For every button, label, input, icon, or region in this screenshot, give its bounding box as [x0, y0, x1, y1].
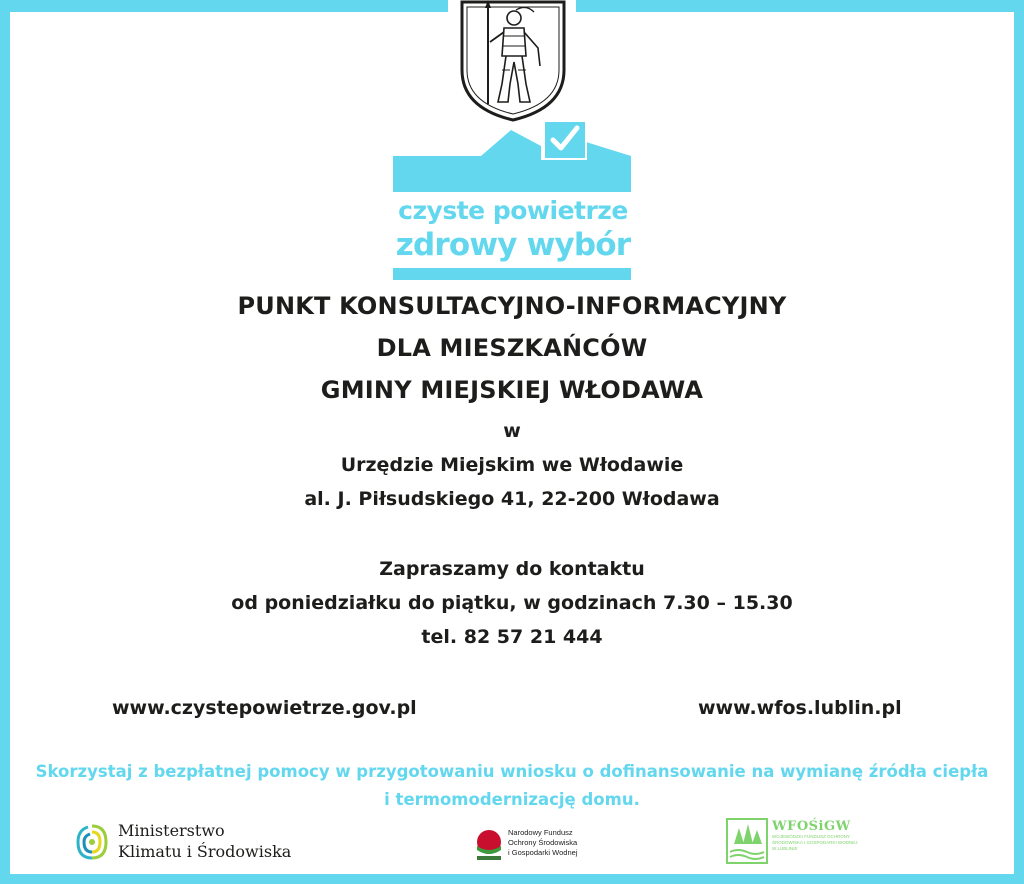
- wfosigw-line1: WOJEWÓDZKI FUNDUSZ OCHRONY: [772, 834, 850, 839]
- heading-line1: PUNKT KONSULTACYJNO-INFORMACYJNY: [237, 292, 787, 320]
- wfosigw-logo: [726, 818, 896, 866]
- program-logo-line1: czyste powietrze: [398, 196, 628, 225]
- nfosigw-line2: Ochrony Środowiska: [508, 838, 578, 847]
- location-address: al. J. Piłsudskiego 41, 22-200 Włodawa: [304, 488, 720, 510]
- location-name: Urzędzie Miejskim we Włodawie: [340, 454, 684, 476]
- contact-hours: od poniedziałku do piątku, w godzinach 7.30 – 15.30: [231, 592, 793, 614]
- link-czystepowietrze[interactable]: www.czystepowietrze.gov.pl: [112, 697, 417, 719]
- ministry-logo: [72, 818, 322, 866]
- wfosigw-line2: ŚRODOWISKA I GOSPODARKI WODNEJ: [772, 840, 858, 845]
- nfosigw-logo: [474, 826, 614, 870]
- ministry-line1: Ministerstwo: [118, 821, 225, 840]
- heading-line2: DLA MIESZKAŃCÓW: [376, 334, 648, 362]
- contact-phone: tel. 82 57 21 444: [421, 626, 603, 648]
- heading-line3: GMINY MIEJSKIEJ WŁODAWA: [320, 376, 704, 404]
- wfosigw-forest-icon: [726, 818, 768, 864]
- ministry-line2: Klimatu i Środowiska: [118, 842, 292, 861]
- notice-line1: Skorzystaj z bezpłatnej pomocy w przygotowaniu wniosku o dofinansowanie na wymianę źródła ciepła: [35, 762, 989, 781]
- nfosigw-line1: Narodowy Fundusz: [508, 828, 573, 837]
- program-logo-bar: [393, 268, 631, 280]
- nfosigw-line3: i Gospodarki Wodnej: [508, 848, 578, 857]
- wfosigw-title: WFOŚiGW: [772, 819, 851, 834]
- notice-line2: i termomodernizację domu.: [384, 790, 640, 809]
- program-logo-line2: zdrowy wybór: [395, 227, 631, 263]
- wfosigw-line3: W LUBLINIE: [772, 846, 798, 851]
- house-checkmark-icon: [393, 120, 631, 192]
- link-wfos[interactable]: www.wfos.lublin.pl: [698, 697, 902, 719]
- contact-invite: Zapraszamy do kontaktu: [379, 558, 645, 580]
- nfosigw-globe-icon: [474, 828, 504, 862]
- coat-of-arms-knight-icon: [458, 0, 568, 122]
- ministry-swirl-icon: [72, 820, 112, 864]
- location-prefix: w: [503, 420, 521, 442]
